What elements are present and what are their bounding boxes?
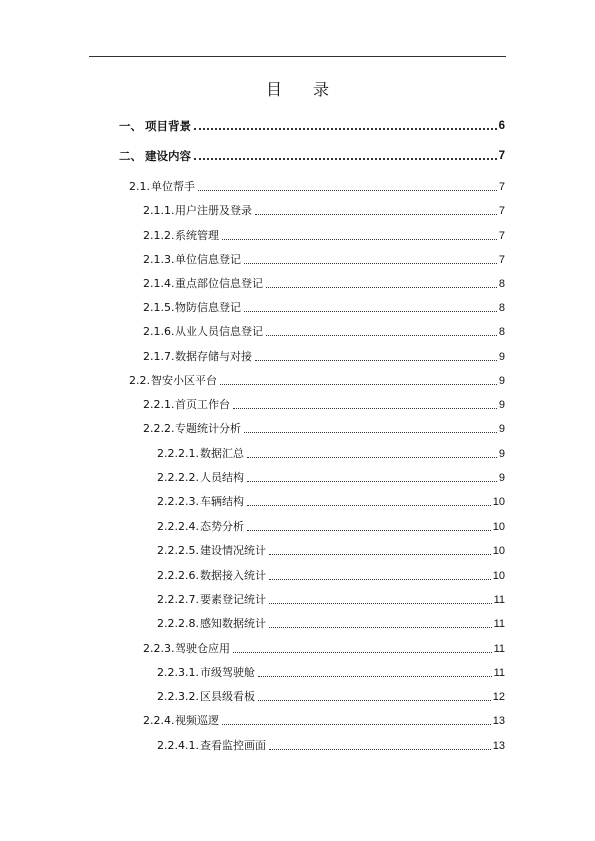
toc-entry-page: 10 [492,496,505,508]
toc-entry[interactable] [143,297,505,315]
toc-entry-text: 数据汇总 [200,447,244,460]
toc-entry[interactable] [157,540,505,558]
toc-entry-number: 2.2. [129,374,150,387]
toc-entry[interactable] [157,565,505,583]
toc-entry-page: 6 [498,120,505,132]
toc-entry-text: 感知数据统计 [200,617,266,630]
toc-leader-dots [244,311,497,312]
toc-entry-text: 单位信息登记 [175,253,241,266]
toc-entry-page: 8 [498,302,505,314]
toc-entry-text: 市级驾驶舱 [200,666,255,679]
toc-entry[interactable] [157,686,505,704]
toc-leader-dots [258,676,492,677]
toc-entry[interactable] [157,662,505,680]
toc-entry-text: 首页工作台 [175,398,230,411]
toc-entry-number: 2.2.2.4. [157,520,199,533]
toc-entry-text: 项目背景 [145,119,191,133]
toc-entry-page: 10 [492,521,505,533]
toc-entry-page: 9 [498,472,505,484]
toc-entry-text: 从业人员信息登记 [175,325,263,338]
toc-entry-text: 数据存储与对接 [175,350,252,363]
toc-entry-text: 重点部位信息登记 [175,277,263,290]
toc-entry[interactable] [157,735,505,753]
toc-entry-page: 13 [492,740,505,752]
toc-entry-page: 8 [498,326,505,338]
toc-leader-dots [244,263,497,264]
toc-entry[interactable] [143,638,505,656]
toc-entry-number: 2.1.1. [143,204,175,217]
toc-entry-number: 2.2.2.8. [157,617,199,630]
toc-entry-text: 单位帮手 [151,180,195,193]
toc-entry-text: 系统管理 [175,229,219,242]
toc-entry-number: 2.1.7. [143,350,175,363]
toc-entry-number: 2.2.2.7. [157,593,199,606]
toc-title: 目 录 [265,80,343,99]
toc-entry-page: 7 [498,254,505,266]
toc-entry-number: 2.2.1. [143,398,175,411]
toc-entry-number: 2.2.4. [143,714,175,727]
toc-entry-number: 一、 [119,119,142,133]
toc-entry[interactable] [157,443,505,461]
toc-entry-text: 区县级看板 [200,690,255,703]
toc-entry-number: 2.2.2.1. [157,447,199,460]
toc-entry-text: 用户注册及登录 [175,204,252,217]
toc-leader-dots [233,408,497,409]
toc-leader-dots [255,360,497,361]
toc-entry-page: 11 [493,594,505,606]
toc-entry-page: 11 [493,643,505,655]
toc-entry[interactable] [119,145,505,163]
toc-leader-dots [222,239,497,240]
toc-entry[interactable] [143,710,505,728]
toc-leader-dots [269,603,492,604]
toc-entry-text: 物防信息登记 [175,301,241,314]
toc-entry[interactable] [143,225,505,243]
toc-entry[interactable] [143,200,505,218]
toc-entry-number: 2.2.3.2. [157,690,199,703]
toc-entry[interactable] [143,321,505,339]
toc-leader-dots [222,724,491,725]
toc-entry-text: 智安小区平台 [151,374,217,387]
toc-leader-dots [266,335,497,336]
toc-leader-dots [247,505,491,506]
toc-entry-text: 专题统计分析 [175,422,241,435]
toc-leader-dots [269,627,492,628]
toc-leader-dots [255,214,497,215]
toc-entry[interactable] [119,115,505,133]
toc-entry-number: 2.2.4.1. [157,739,199,752]
toc-entry-page: 9 [498,351,505,363]
toc-entry-number: 2.2.3. [143,642,175,655]
toc-entry-number: 2.1. [129,180,150,193]
toc-entry-number: 2.2.2.3. [157,495,199,508]
toc-entry[interactable] [157,467,505,485]
toc-entry-text: 要素登记统计 [200,593,266,606]
toc-leader-dots [198,190,497,191]
toc-entry-page: 12 [492,691,505,703]
toc-leader-dots [269,554,491,555]
toc-entry[interactable] [129,370,505,388]
toc-entry[interactable] [157,613,505,631]
toc-entry-page: 10 [492,570,505,582]
toc-entry-text: 建设内容 [145,149,191,163]
toc-entry-number: 2.1.5. [143,301,175,314]
toc-entry-page: 11 [493,667,505,679]
toc-entry-number: 2.2.2. [143,422,175,435]
toc-entry[interactable] [157,491,505,509]
toc-leader-dots [247,457,497,458]
toc-entry-number: 2.2.2.5. [157,544,199,557]
toc-entry-text: 驾驶仓应用 [175,642,230,655]
toc-entry-text: 人员结构 [200,471,244,484]
toc-entry-number: 2.2.2.6. [157,569,199,582]
toc-entry[interactable] [143,394,505,412]
toc-entry-page: 13 [492,715,505,727]
toc-entry-page: 9 [498,375,505,387]
toc-entry-page: 7 [498,230,505,242]
toc-leader-dots [247,481,497,482]
toc-entry-number: 2.1.6. [143,325,175,338]
toc-leader-dots [247,530,491,531]
toc-entry-page: 9 [498,448,505,460]
toc-entry[interactable] [143,249,505,267]
toc-entry-number: 2.1.3. [143,253,175,266]
toc-entry-text: 车辆结构 [200,495,244,508]
toc-entry-page: 10 [492,545,505,557]
toc-entry-text: 视频巡逻 [175,714,219,727]
toc-entry-number: 2.2.2.2. [157,471,199,484]
toc-entry-text: 态势分析 [200,520,244,533]
toc-leader-dots [258,700,491,701]
toc-entry[interactable] [129,176,505,194]
toc-entry-number: 2.1.4. [143,277,175,290]
toc-entry-page: 8 [498,278,505,290]
toc-entry[interactable] [143,273,505,291]
toc-entry[interactable] [143,346,505,364]
toc-leader-dots [220,384,497,385]
toc-leader-dots [194,158,497,160]
toc-entry-page: 9 [498,399,505,411]
toc-entry-text: 建设情况统计 [200,544,266,557]
toc-leader-dots [269,749,491,750]
toc-entry-text: 查看监控画面 [200,739,266,752]
toc-leader-dots [269,579,491,580]
toc-entry-page: 7 [498,181,505,193]
toc-entry-number: 2.1.2. [143,229,175,242]
toc-entry-text: 数据接入统计 [200,569,266,582]
toc-entry[interactable] [143,418,505,436]
toc-entry-page: 9 [498,423,505,435]
toc-entry[interactable] [157,589,505,607]
toc-leader-dots [194,128,497,130]
toc-leader-dots [244,432,497,433]
toc-entry-number: 2.2.3.1. [157,666,199,679]
toc-entry[interactable] [157,516,505,534]
toc-leader-dots [233,652,492,653]
toc-entry-page: 11 [493,618,505,630]
toc-entry-number: 二、 [119,149,142,163]
toc-entry-page: 7 [498,205,505,217]
toc-entry-page: 7 [498,150,505,162]
toc-leader-dots [266,287,497,288]
